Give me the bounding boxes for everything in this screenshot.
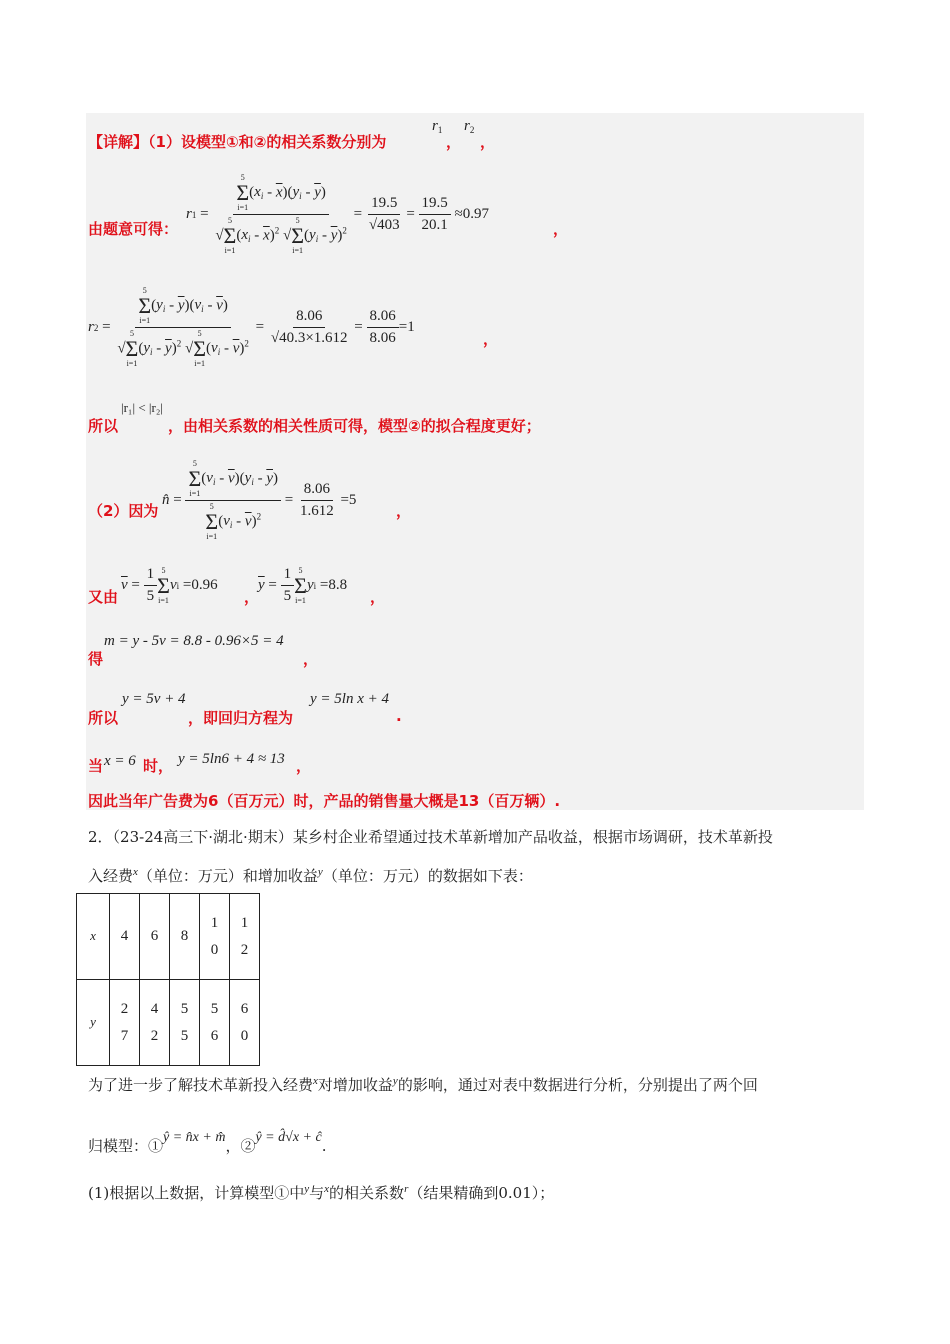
problem-2-line-2: 入经费$^x$（单位：万元）和增加收益$^y$（单位：万元）的数据如下表：: [88, 866, 533, 885]
table-cell-value: 5 5: [180, 1000, 189, 1044]
table-cell: [170, 980, 200, 1066]
when-prefix: 当: [88, 757, 104, 775]
r1-formula-prefix: 由题意可得：: [88, 220, 179, 238]
punctuation: ，: [370, 588, 386, 606]
table-row-label: y: [77, 980, 110, 1066]
punctuation: ，: [480, 133, 496, 151]
when-condition: x = 6: [104, 753, 136, 769]
table-cell: [140, 980, 170, 1066]
table-cell-value: 4 2: [150, 1000, 159, 1044]
table-row: [77, 980, 260, 1066]
r2-symbol: $r_2$: [464, 118, 475, 135]
compare-text: ，由相关系数的相关性质可得，模型②的拟合程度更好；: [168, 417, 541, 435]
table-cell: 6: [140, 894, 170, 980]
punctuation: ，: [396, 502, 412, 520]
punctuation: ，: [296, 757, 312, 775]
table-row: [77, 894, 260, 980]
separator: ，: [446, 133, 462, 151]
table-cell: [230, 980, 260, 1066]
problem-2-line-3: 为了进一步了解技术革新投入经费$^x$对增加收益$^y$的影响，通过对表中数据进行分析，分别提出了两个回: [88, 1075, 758, 1094]
table-cell: 4: [110, 894, 140, 980]
problem-2-line-1: 2．（23-24高三下·湖北·期末）某乡村企业希望通过技术革新增加产品收益，根据市场调研，技术革新投: [88, 828, 773, 846]
table-row-label: x: [77, 894, 110, 980]
table-cell-value: 2 7: [120, 1000, 129, 1044]
table-cell-value: 1 0: [210, 914, 219, 958]
table-cell: [200, 980, 230, 1066]
solution-line-1: 【详解】（1）设模型①和②的相关系数分别为: [88, 133, 387, 151]
separator: ，: [244, 588, 260, 606]
regression-mid: ，即回归方程为: [188, 709, 294, 727]
regression-eq1: y = 5v + 4: [122, 691, 186, 707]
means-prefix: 又由: [88, 588, 119, 606]
table-cell-value: 5 6: [210, 1000, 219, 1044]
table-cell: [200, 894, 230, 980]
punctuation: .: [396, 707, 402, 725]
data-table: [76, 893, 260, 1066]
when-expr: y = 5ln6 + 4 ≈ 13: [178, 751, 285, 767]
n-formula: n̂ = 5 Σ i=1 $(v_i - \overline{v})(y_i - \overline{y})$ 5 Σ i=1 $(v_i - \overline{v})^2$ = $\frac{8.06}{1.612}$ =5: [162, 459, 357, 541]
when-mid: 时，: [143, 757, 174, 775]
y-mean-formula: $\overline{y}$ = $\frac{1}{5}$ 5 Σ i=1 y i =8.8: [258, 565, 348, 605]
m-line-expr: m = y - 5v = 8.8 - 0.96×5 = 4: [104, 633, 284, 649]
punctuation: ，: [303, 650, 319, 668]
conclusion-text: 因此当年广告费为6（百万元）时，产品的销售量大概是13（百万辆）.: [88, 792, 561, 810]
n-formula-prefix: （2）因为: [88, 502, 159, 520]
punctuation: ，: [483, 330, 499, 348]
table-cell: [110, 980, 140, 1066]
table-cell: [230, 894, 260, 980]
question-1: (1)根据以上数据，计算模型①中$^y$与$^x$的相关系数$^r$（结果精确到0.01）；: [88, 1183, 555, 1202]
compare-expr: |r₁| < |r₂|: [121, 400, 163, 415]
m-line-prefix: 得: [88, 650, 104, 668]
table-cell-value: 1 2: [240, 914, 249, 958]
r2-formula: r 2 = 5 Σ i=1 $(y_i - \overline{y})(v_i - \overline{v})$ √ 5 Σ i=1 $(y_i - \overline{y})^2$ √ 5 Σ i=1 $(v_i - \overline{v})^2$ = $\frac{8.06}{√40.3\times 1.612}$ = $\frac{8.06}{8.06}$ =1: [88, 286, 415, 368]
table-cell: 8: [170, 894, 200, 980]
problem-2-line-4: 归模型：①ŷ = n̂x + m̂，②ŷ = d̂√x + ĉ.: [88, 1130, 327, 1155]
r1-formula: r 1 = 5 Σ i=1 $(x_i - \overline{x})(y_i - \overline{y})$ √ 5 Σ i=1 $(x_i - \overline{x})^2$ √ 5 Σ i=1 $(y_i - \overline{y})^2$ = $\frac{19.5}{√403}$ = $\frac{19.5}{20.1}$ ≈0.97: [186, 173, 490, 255]
regression-eq2: y = 5ln x + 4: [310, 691, 389, 707]
compare-prefix: 所以: [88, 417, 119, 435]
regression-prefix: 所以: [88, 709, 119, 727]
punctuation: ，: [553, 220, 569, 238]
r1-symbol: $r_1$: [432, 118, 443, 135]
v-mean-formula: $\overline{v}$ = $\frac{1}{5}$ 5 Σ i=1 v i =0.96: [121, 565, 218, 605]
table-cell-value: 6 0: [240, 1000, 249, 1044]
